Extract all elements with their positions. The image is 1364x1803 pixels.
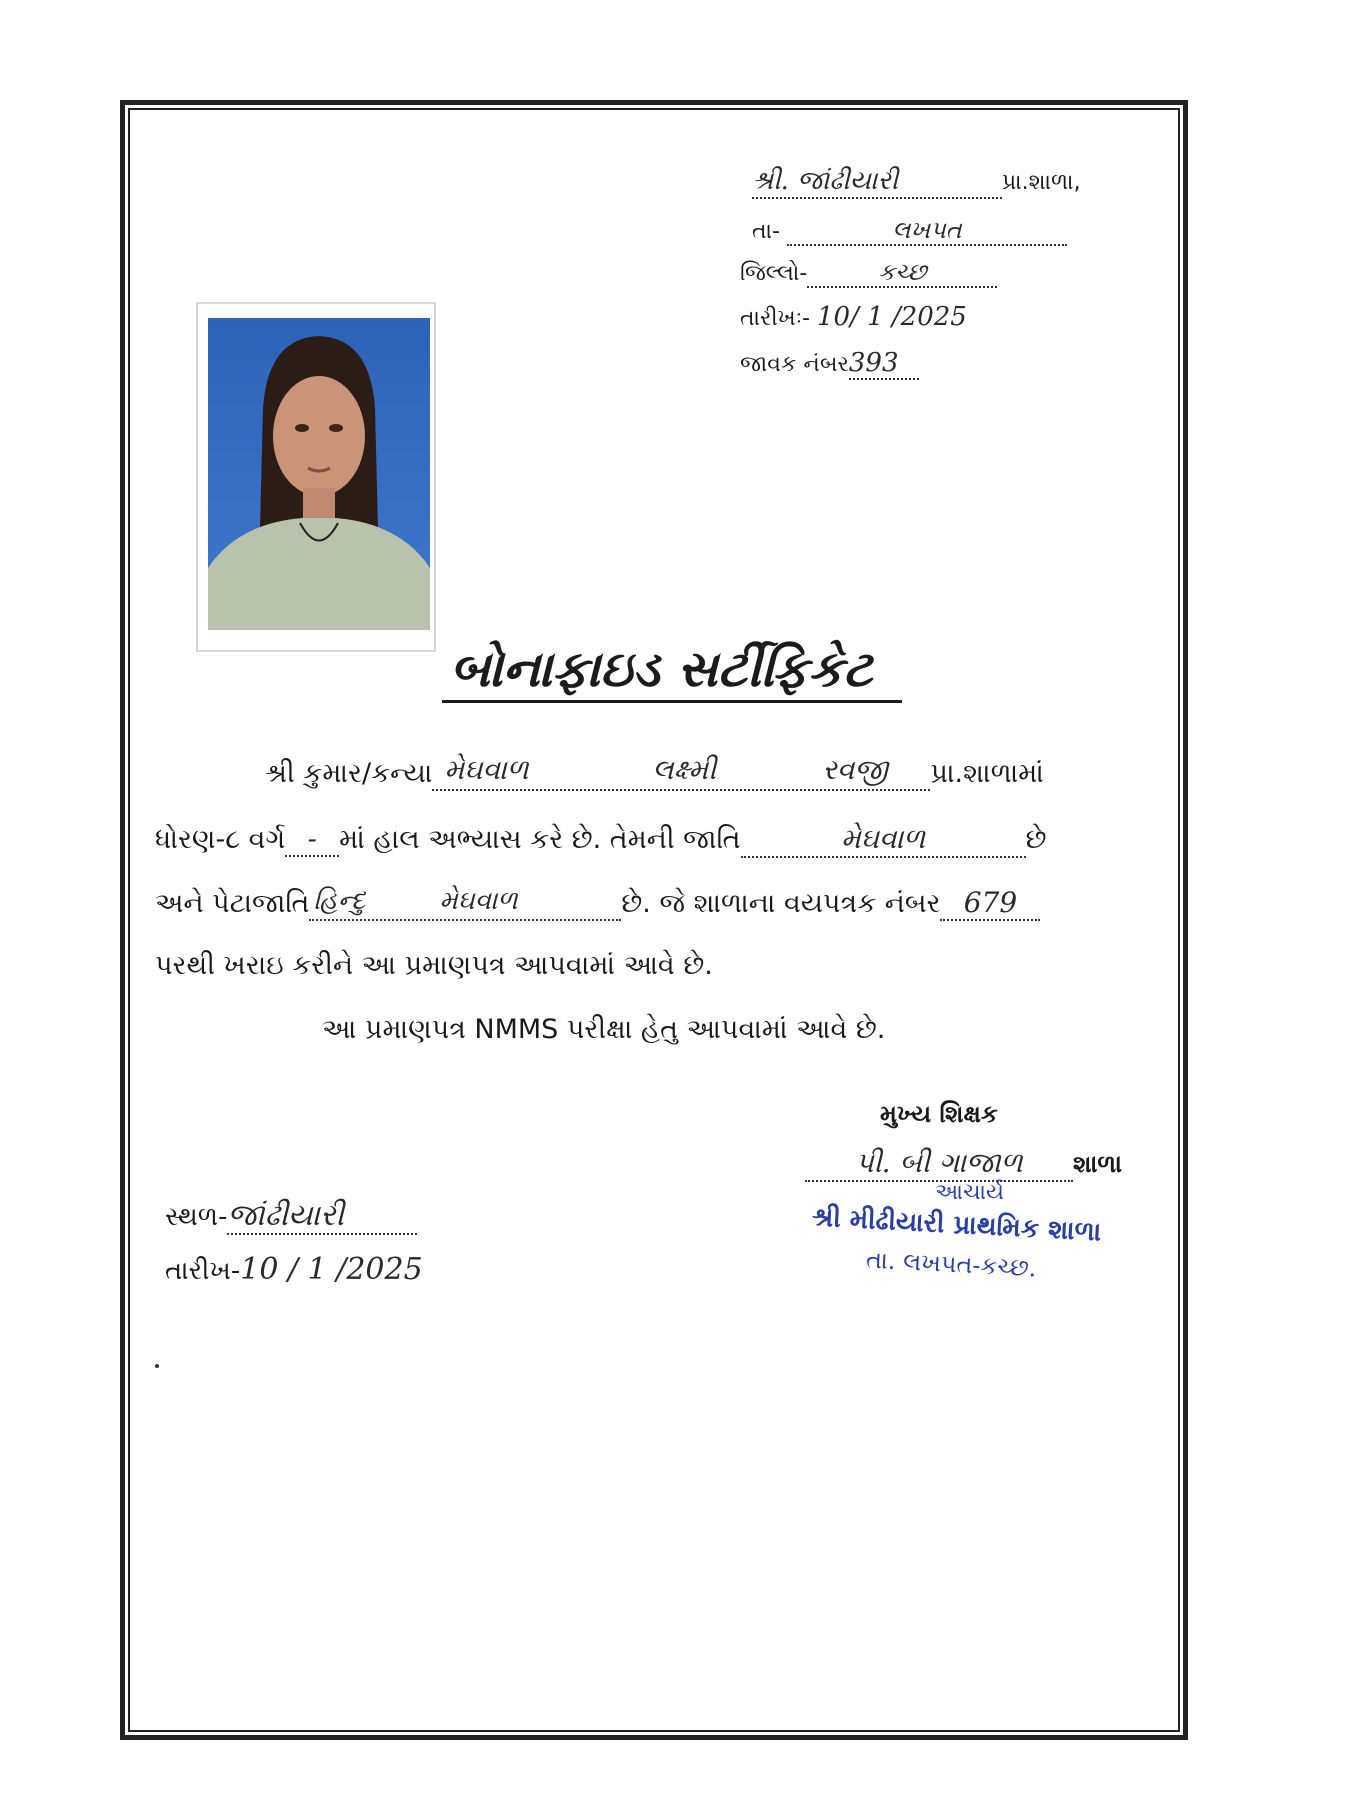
caste-value: મેઘવાળ xyxy=(741,822,1026,858)
place-label: સ્થળ- xyxy=(165,1202,228,1232)
student-photo xyxy=(208,318,430,630)
place-date-value: 10 / 1 /2025 xyxy=(240,1252,423,1287)
header-outward-line xyxy=(740,348,919,380)
class-section: - xyxy=(285,824,339,857)
header-school-line xyxy=(752,166,1081,199)
certificate-title: બોનાફાઇડ સર્ટીફિકેટ xyxy=(450,640,873,698)
body-line-3 xyxy=(155,886,1040,921)
header-taluka-value: લખપત xyxy=(787,216,1067,246)
title-underline xyxy=(442,700,902,703)
student-portrait-icon xyxy=(208,318,430,630)
student-surname: મેઘવાળ xyxy=(444,753,529,786)
stamp-line-3: તા. લખપત-કચ્છ. xyxy=(865,1245,1038,1283)
body-line2-mid: માં હાલ અભ્યાસ કરે છે. તેમની જાતિ xyxy=(339,824,741,855)
student-name-field xyxy=(432,753,930,791)
signature-school-suffix: શાળા xyxy=(1073,1150,1122,1178)
header-outward-label: જાવક નંબર xyxy=(740,352,849,377)
body-line2-suffix: છે xyxy=(1025,824,1047,855)
student-first-name: લક્ષ્મી xyxy=(652,753,717,786)
body-line3-mid: છે. જે શાળાના વયપત્રક નંબર xyxy=(621,888,941,919)
ink-dot xyxy=(155,1364,159,1368)
body-line3-prefix: અને પેટાજાતિ xyxy=(155,888,310,919)
place-date-label: તારીખ- xyxy=(165,1256,241,1286)
body-line1-prefix: શ્રી કુમાર/કન્યા xyxy=(265,758,433,789)
subcaste-field xyxy=(309,888,621,921)
body-line-5: આ પ્રમાણપત્ર NMMS પરીક્ષા હેતુ આપવામાં આવે છે. xyxy=(322,1014,886,1045)
header-district-line xyxy=(740,258,997,288)
photo-frame xyxy=(196,302,436,652)
body-line1-suffix: પ્રા.શાળામાં xyxy=(930,758,1044,789)
header-district-label: જિલ્લો- xyxy=(740,261,808,286)
body-line-1 xyxy=(265,753,1044,791)
header-taluka-label: તા- xyxy=(752,219,780,244)
header-taluka-line xyxy=(752,216,1067,246)
body-line-2 xyxy=(155,822,1046,858)
stamp-line-1: આચાર્ય xyxy=(935,1180,1004,1205)
place-date-line xyxy=(165,1252,423,1287)
signature-handwritten: પી. બી ગાજાળ xyxy=(805,1146,1073,1182)
signature-line xyxy=(805,1146,1122,1182)
place-value: જાંઢીયારી xyxy=(227,1198,417,1235)
subcaste-religion: હિન્દુ xyxy=(313,886,366,916)
student-father-name: રવજી xyxy=(822,753,888,786)
header-school-name: શ્રી. જાંઢીયારી xyxy=(752,166,1002,199)
header-district-value: કચ્છ xyxy=(807,258,997,288)
header-date-line xyxy=(740,302,967,332)
stamp-line-2: શ્રી મીઢીયારી પ્રાથમિક શાળા xyxy=(811,1202,1102,1248)
register-number: 679 xyxy=(940,886,1040,921)
header-outward-value: 393 xyxy=(849,348,919,380)
header-date-value: 10/ 1 /2025 xyxy=(816,302,967,332)
subcaste-value: મેઘવાળ xyxy=(439,886,518,916)
header-school-suffix: પ્રા.શાળા, xyxy=(1002,170,1081,195)
signature-designation: મુખ્ય શિક્ષક xyxy=(880,1100,998,1128)
place-line xyxy=(165,1198,417,1235)
body-line-4: પરથી ખરાઇ કરીને આ પ્રમાણપત્ર આપવામાં આવે છે. xyxy=(155,950,713,981)
body-line2-prefix: ધોરણ-૮ વર્ગ xyxy=(155,824,286,855)
header-date-label: તારીખઃ- xyxy=(740,306,810,331)
